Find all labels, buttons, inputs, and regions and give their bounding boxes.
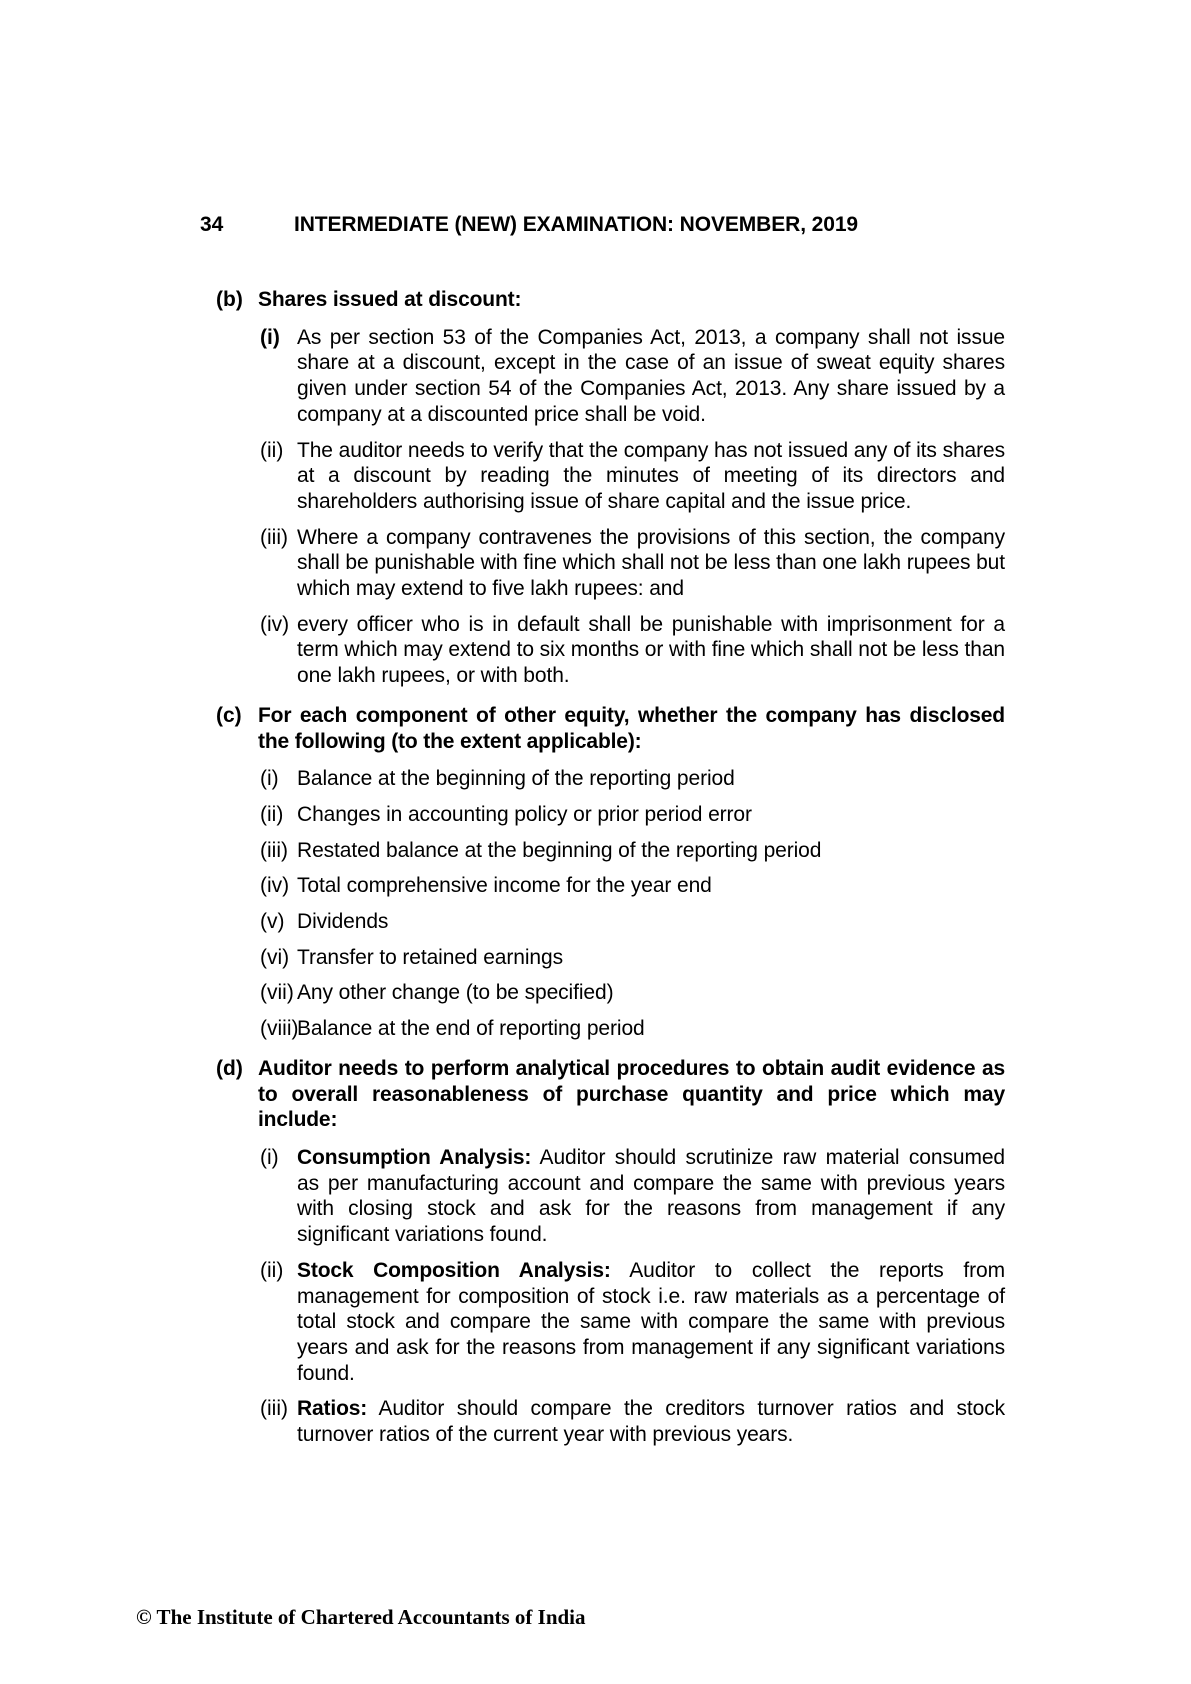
item-text: Transfer to retained earnings <box>297 945 563 969</box>
list-item <box>258 766 1005 792</box>
list-item <box>258 1396 1005 1447</box>
document-body <box>216 287 1005 1458</box>
item-label: (iii) <box>260 838 288 862</box>
list-item <box>258 909 1005 935</box>
item-text: Where a company contravenes the provisions of this section, the company shall be punishable with fine which shall not be less than one lakh rupees but which may extend to five lakh rupees: and <box>297 525 1005 601</box>
item-text: Dividends <box>297 910 389 934</box>
item-label: (iv) <box>260 612 290 636</box>
item-label: (vi) <box>260 945 290 969</box>
section-c-heading: For each component of other equity, whether the company has disclosed the following (to the extent applicable): <box>258 703 1005 753</box>
section-d-label: (d) <box>216 1056 243 1080</box>
copyright-footer: © The Institute of Chartered Accountants of India <box>136 1605 586 1629</box>
item-text: Changes in accounting policy or prior period error <box>297 802 752 826</box>
item-text <box>297 1396 1005 1447</box>
section-d-body <box>258 1056 1005 1458</box>
list-item <box>258 980 1005 1006</box>
item-text: Balance at the beginning of the reporting period <box>297 767 735 791</box>
section-b-body <box>258 287 1005 699</box>
list-item <box>258 1016 1005 1042</box>
item-lead: Consumption Analysis: <box>297 1145 532 1169</box>
page-header <box>0 212 1191 238</box>
section-b <box>216 287 1005 699</box>
list-item <box>258 525 1005 602</box>
item-label: (i) <box>260 767 279 791</box>
item-label: (i) <box>260 1145 279 1169</box>
list-item <box>258 438 1005 515</box>
item-body-text: Auditor to collect the reports from management for composition of stock i.e. raw materials as a percentage of total stock and compare the same with compare the same with previous years and ask for the reasons from management if any significant variations found. <box>297 1258 1005 1385</box>
list-item <box>258 802 1005 828</box>
item-label: (iv) <box>260 874 290 898</box>
list-item <box>258 325 1005 428</box>
item-label: (iii) <box>260 525 288 549</box>
item-label: (v) <box>260 910 285 934</box>
list-item <box>258 1258 1005 1387</box>
list-item <box>258 1145 1005 1248</box>
section-c <box>216 703 1005 1052</box>
section-b-heading: Shares issued at discount: <box>258 288 522 311</box>
page-number: 34 <box>200 213 224 236</box>
item-lead: Ratios: <box>297 1397 368 1421</box>
list-item <box>258 873 1005 899</box>
item-label: (ii) <box>260 438 284 462</box>
item-label: (iii) <box>260 1397 288 1421</box>
section-d <box>216 1056 1005 1458</box>
item-text <box>297 1258 1005 1387</box>
item-lead: Stock Composition Analysis: <box>297 1258 611 1282</box>
item-label: (ii) <box>260 802 284 826</box>
item-text: Balance at the end of reporting period <box>297 1017 645 1041</box>
section-d-heading: Auditor needs to perform analytical procedures to obtain audit evidence as to overall reasonableness of purchase quantity and price which may include: <box>258 1056 1005 1132</box>
list-item <box>258 612 1005 689</box>
item-label: (ii) <box>260 1258 284 1282</box>
item-label: (viii) <box>260 1017 299 1041</box>
section-c-body <box>258 703 1005 1052</box>
item-text: Any other change (to be specified) <box>297 981 614 1005</box>
item-text: As per section 53 of the Companies Act, 2013, a company shall not issue share at a discount, except in the case of an issue of sweat equity shares given under section 54 of the Companies Act, 2013. Any share issued by a company at a discounted price shall be void. <box>297 325 1005 426</box>
item-text: Total comprehensive income for the year end <box>297 874 712 898</box>
item-label: (i) <box>260 325 280 349</box>
item-label: (vii) <box>260 981 294 1005</box>
item-body-text: Auditor should compare the creditors turnover ratios and stock turnover ratios of the current year with previous years. <box>297 1397 1005 1447</box>
section-b-label: (b) <box>216 288 243 311</box>
section-c-label: (c) <box>216 703 242 727</box>
item-text: every officer who is in default shall be punishable with imprisonment for a term which may extend to six months or with fine which shall not be less than one lakh rupees, or with both. <box>297 612 1005 688</box>
item-text: Restated balance at the beginning of the reporting period <box>297 838 822 862</box>
list-item <box>258 945 1005 971</box>
list-item <box>258 838 1005 864</box>
item-text: The auditor needs to verify that the company has not issued any of its shares at a discount by reading the minutes of meeting of its directors and shareholders authorising issue of share capital and the issue price. <box>297 438 1005 513</box>
item-text <box>297 1145 1005 1248</box>
page-title: INTERMEDIATE (NEW) EXAMINATION: NOVEMBER, 2019 <box>294 213 858 236</box>
item-body-text: Auditor should scrutinize raw material consumed as per manufacturing account and compare the same with previous years with closing stock and ask for the reasons from management if any significant variations found. <box>297 1145 1005 1247</box>
